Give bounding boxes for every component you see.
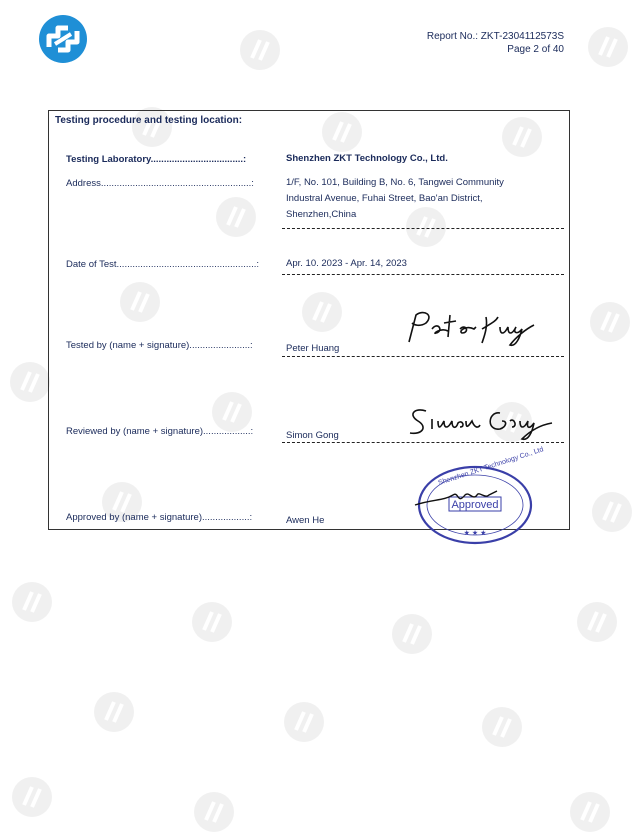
stamp-ring-text: Shenzhen ZKT Technology Co., Ltd [437, 446, 545, 487]
stamp-center-text: Approved [451, 499, 499, 511]
address-label: Address.........................................................: [66, 178, 254, 189]
watermark-logo-icon [590, 490, 634, 534]
watermark-logo-icon [586, 25, 630, 69]
watermark-logo-icon [238, 28, 282, 72]
reviewed-by-signature [404, 401, 554, 443]
tested-by-label: Tested by (name + signature).......................: [66, 340, 253, 351]
date-of-test-label: Date of Test.....................................................: [66, 259, 260, 270]
watermark-logo-icon [8, 360, 52, 404]
svg-text:★ ★ ★: ★ ★ ★ [463, 530, 487, 537]
address-line-3: Shenzhen,China [286, 209, 357, 220]
watermark-logo-icon [192, 790, 236, 834]
watermark-logo-icon [575, 600, 619, 644]
divider [282, 356, 564, 357]
address-line-1: 1/F, No. 101, Building B, No. 6, Tangwei Community [286, 177, 504, 188]
company-logo-icon [38, 14, 88, 64]
testing-laboratory-value: Shenzhen ZKT Technology Co., Ltd. [286, 153, 448, 164]
watermark-logo-icon [588, 300, 632, 344]
company-stamp [413, 446, 545, 547]
report-number: Report No.: ZKT-2304112573S [426, 31, 564, 42]
testing-laboratory-label: Testing Laboratory...................................: [66, 154, 247, 165]
approved-by-value: Awen He [286, 515, 325, 526]
watermark-logo-icon [282, 700, 326, 744]
reviewed-by-label: Reviewed by (name + signature)..................: [66, 426, 254, 437]
watermark-logo-icon [10, 775, 54, 819]
address-line-2: Industral Avenue, Fuhai Street, Bao'an District, [286, 193, 483, 204]
divider [282, 228, 564, 229]
approved-by-label: Approved by (name + signature)..................: [66, 512, 253, 523]
tested-by-value: Peter Huang [286, 343, 340, 354]
report-header [427, 30, 564, 56]
watermark-logo-icon [190, 600, 234, 644]
watermark-logo-icon [390, 612, 434, 656]
tested-by-signature [404, 307, 544, 352]
page-number: Page 2 of 40 [507, 44, 564, 55]
date-of-test-value: Apr. 10. 2023 - Apr. 14, 2023 [286, 258, 407, 269]
watermark-logo-icon [10, 580, 54, 624]
section-title: Testing procedure and testing location: [55, 115, 243, 126]
testing-procedure-box [48, 110, 570, 537]
watermark-logo-icon [480, 705, 524, 749]
watermark-logo-icon [92, 690, 136, 734]
reviewed-by-value: Simon Gong [286, 430, 339, 441]
watermark-logo-icon [568, 790, 612, 834]
divider [282, 442, 564, 443]
divider [282, 274, 564, 275]
